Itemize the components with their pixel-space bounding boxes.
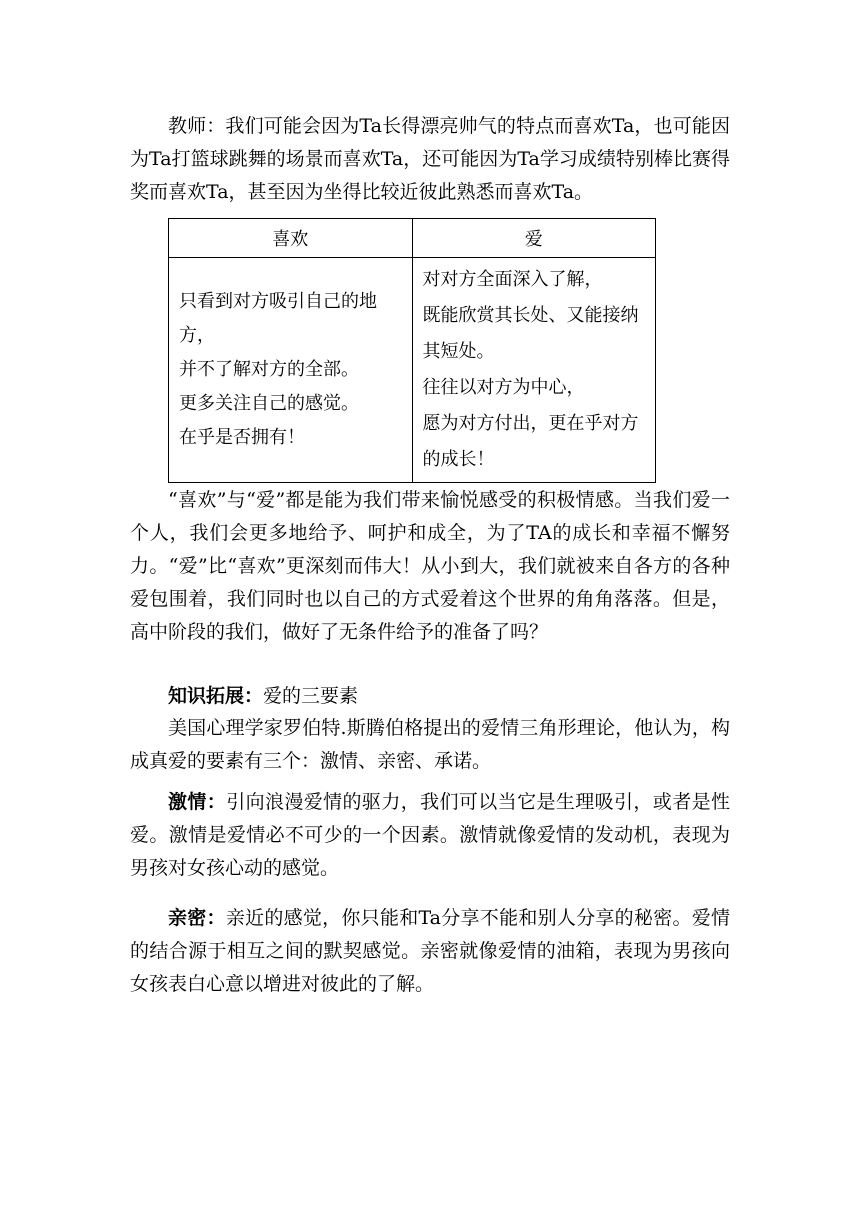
theory-paragraph: 美国心理学家罗伯特.斯腾伯格提出的爱情三角形理论，他认为，构成真爱的要素有三个：激情、亲密、承诺。 [130, 717, 730, 772]
love-line: 往往以对方为中心， [422, 377, 585, 398]
table-row [169, 258, 656, 483]
table-header-row [169, 219, 656, 258]
header-like: 喜欢 [169, 219, 413, 258]
intimacy-text: 亲近的感觉，你只能和Ta分享不能和别人分享的秘密。爱情的结合源于相互之间的默契感觉。亲密就像爱情的油箱，表现为男孩向女孩表白心意以增进对彼此的了解。 [130, 907, 730, 995]
knowledge-heading [130, 680, 730, 713]
passion-term: 激情： [168, 791, 227, 813]
summary-paragraph: “喜欢”与“爱”都是能为我们带来愉悦感受的积极情感。当我们爱一个人，我们会更多地给予、呵护和成全，为了TA的成长和幸福不懈努力。“爱”比“喜欢”更深刻而伟大！从小到大，我们就被来自各方的各种爱包围着，我们同时也以自己的方式爱着这个世界的角角落落。但是，高中阶段的我们，做好了无条件给予的准备了吗？ [130, 489, 730, 643]
like-cell [169, 258, 413, 483]
love-line: 对对方全面深入了解， [422, 269, 603, 290]
like-vs-love-table [168, 218, 656, 483]
love-cell [412, 258, 656, 483]
intimacy-term: 亲密： [168, 907, 226, 929]
passion-paragraph [130, 786, 730, 885]
love-line: 既能欣赏其长处、又能接纳其短处。 [422, 305, 639, 362]
like-line: 只看到对方吸引自己的地方， [179, 291, 377, 346]
like-line: 更多关注自己的感觉。 [179, 393, 359, 414]
intimacy-paragraph [130, 902, 730, 1001]
intro-paragraph: 教师：我们可能会因为Ta长得漂亮帅气的特点而喜欢Ta，也可能因为Ta打篮球跳舞的场景而喜欢Ta，还可能因为Ta学习成绩特别棒比赛得奖而喜欢Ta，甚至因为坐得比较近彼此熟悉而喜欢Ta。 [130, 115, 730, 203]
like-line: 并不了解对方的全部。 [179, 359, 359, 380]
passion-text: 引向浪漫爱情的驱力，我们可以当它是生理吸引，或者是性爱。激情是爱情必不可少的一个因素。激情就像爱情的发动机，表现为男孩对女孩心动的感觉。 [130, 791, 730, 879]
love-line: 愿为对方付出，更在乎对方的成长！ [422, 413, 639, 470]
header-love: 爱 [412, 219, 656, 258]
knowledge-title: 爱的三要素 [263, 685, 359, 707]
knowledge-label: 知识拓展： [168, 685, 264, 707]
like-line: 在乎是否拥有！ [179, 427, 305, 448]
